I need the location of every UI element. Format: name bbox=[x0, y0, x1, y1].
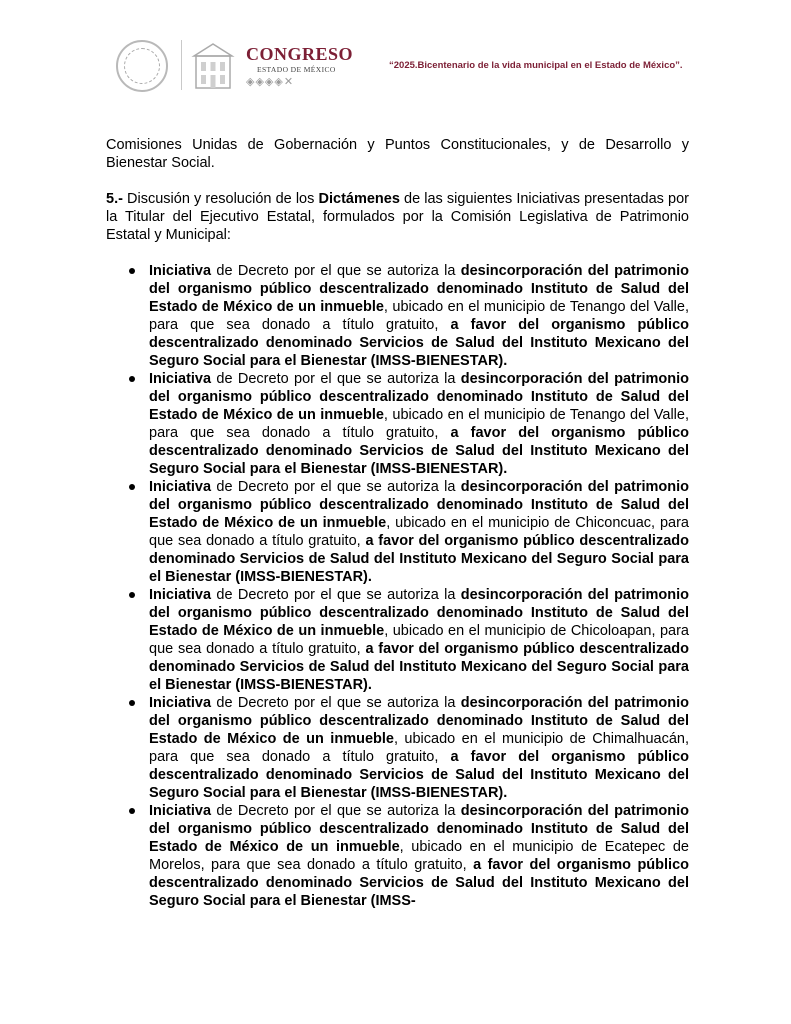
initiative-label: Iniciativa bbox=[149, 803, 212, 819]
list-item bbox=[106, 694, 689, 802]
initiative-text: de Decreto por el que se autoriza la bbox=[211, 695, 461, 711]
initiative-subject: desincorporación del patrimonio del organismo público descentralizado denominado Instituto de Salud del Estado de México de un inmueble bbox=[149, 371, 689, 423]
item-number: 5.- bbox=[106, 191, 123, 207]
initiative-subject: desincorporación del patrimonio del organismo público descentralizado denominado Instituto de Salud del Estado de México de un inmueble bbox=[149, 587, 689, 639]
initiative-text: de Decreto por el que se autoriza la bbox=[211, 587, 461, 603]
header-divider bbox=[181, 40, 182, 90]
initiative-beneficiary: a favor del organismo público descentralizado denominado Servicios de Salud del Instituto Mexicano del Seguro Social para el Bienestar (IMSS-BIENESTAR). bbox=[149, 641, 689, 693]
list-item bbox=[106, 370, 689, 478]
initiative-subject: desincorporación del patrimonio del organismo público descentralizado denominado Instituto de Salud del Estado de México de un inmueble bbox=[149, 479, 689, 531]
initiative-text: de Decreto por el que se autoriza la bbox=[211, 479, 461, 495]
agenda-item-5 bbox=[106, 190, 689, 244]
initiative-beneficiary: a favor del organismo público descentralizado denominado Servicios de Salud del Instituto Mexicano del Seguro Social para el Bienestar (IMSS-BIENESTAR). bbox=[149, 425, 689, 477]
initiative-subject: desincorporación del patrimonio del organismo público descentralizado denominado Instituto de Salud del Estado de México de un inmueble bbox=[149, 803, 689, 855]
brand-title: CONGRESO bbox=[246, 44, 354, 64]
item-text-a: Discusión y resolución de los bbox=[122, 191, 319, 207]
document-body bbox=[106, 136, 689, 910]
item-text-b: de las siguientes Iniciativas presentadas por la Titular del Ejecutivo Estatal, formulados por la Comisión Legislativa de Patrimonio Estatal y Municipal: bbox=[106, 191, 689, 243]
initiative-text: de Decreto por el que se autoriza la bbox=[211, 803, 461, 819]
initiative-location: , ubicado en el municipio de Ecatepec de Morelos, para que sea donado a título gratuito, bbox=[149, 839, 689, 873]
initiative-location: , ubicado en el municipio de Chiconcuac, para que sea donado a título gratuito, bbox=[149, 515, 689, 549]
list-item bbox=[106, 478, 689, 586]
initiative-label: Iniciativa bbox=[149, 587, 212, 603]
initiative-beneficiary: a favor del organismo público descentralizado denominado Servicios de Salud del Instituto Mexicano del Seguro Social para el Bienestar (IMSS-BIENESTAR). bbox=[149, 317, 689, 369]
initiative-beneficiary: a favor del organismo público descentralizado denominado Servicios de Salud del Instituto Mexicano del Seguro Social para el Bienestar (IMSS- bbox=[149, 857, 689, 909]
list-item bbox=[106, 802, 689, 910]
page-header bbox=[0, 0, 791, 110]
list-item bbox=[106, 262, 689, 370]
initiative-text: de Decreto por el que se autoriza la bbox=[211, 263, 461, 279]
intro-paragraph: Comisiones Unidas de Gobernación y Puntos Constitucionales, y de Desarrollo y Bienestar Social. bbox=[106, 137, 689, 171]
initiative-location: , ubicado en el municipio de Tenango del Valle, para que sea donado a título gratuito, bbox=[149, 407, 689, 441]
initiative-location: , ubicado en el municipio de Chicoloapan, para que sea donado a título gratuito, bbox=[149, 623, 689, 657]
initiative-label: Iniciativa bbox=[149, 263, 212, 279]
initiative-label: Iniciativa bbox=[149, 371, 212, 387]
header-motto: “2025.Bicentenario de la vida municipal en el Estado de México”. bbox=[389, 60, 683, 71]
initiative-label: Iniciativa bbox=[149, 695, 212, 711]
initiative-beneficiary: a favor del organismo público descentralizado denominado Servicios de Salud del Instituto Mexicano del Seguro Social para el Bienestar (IMSS-BIENESTAR). bbox=[149, 533, 689, 585]
brand-subtitle: ESTADO DE MÉXICO bbox=[257, 65, 336, 74]
list-item bbox=[106, 586, 689, 694]
initiative-subject: desincorporación del patrimonio del organismo público descentralizado denominado Instituto de Salud del Estado de México de un inmueble bbox=[149, 695, 689, 747]
initiative-location: , ubicado en el municipio de Chimalhuacán, para que sea donado a título gratuito, bbox=[149, 731, 689, 765]
initiative-label: Iniciativa bbox=[149, 479, 212, 495]
state-seal-icon bbox=[116, 40, 168, 92]
initiative-beneficiary: a favor del organismo público descentralizado denominado Servicios de Salud del Instituto Mexicano del Seguro Social para el Bienestar (IMSS-BIENESTAR). bbox=[149, 749, 689, 801]
item-bold-term: Dictámenes bbox=[318, 191, 400, 207]
congress-building-icon bbox=[190, 40, 236, 92]
initiative-location: , ubicado en el municipio de Tenango del Valle, para que sea donado a título gratuito, bbox=[149, 299, 689, 333]
initiative-subject: desincorporación del patrimonio del organismo público descentralizado denominado Instituto de Salud del Estado de México de un inmueble bbox=[149, 263, 689, 315]
brand-ornament: ◈◈◈◈✕ bbox=[246, 76, 295, 88]
initiative-text: de Decreto por el que se autoriza la bbox=[211, 371, 461, 387]
initiatives-list bbox=[106, 262, 689, 910]
